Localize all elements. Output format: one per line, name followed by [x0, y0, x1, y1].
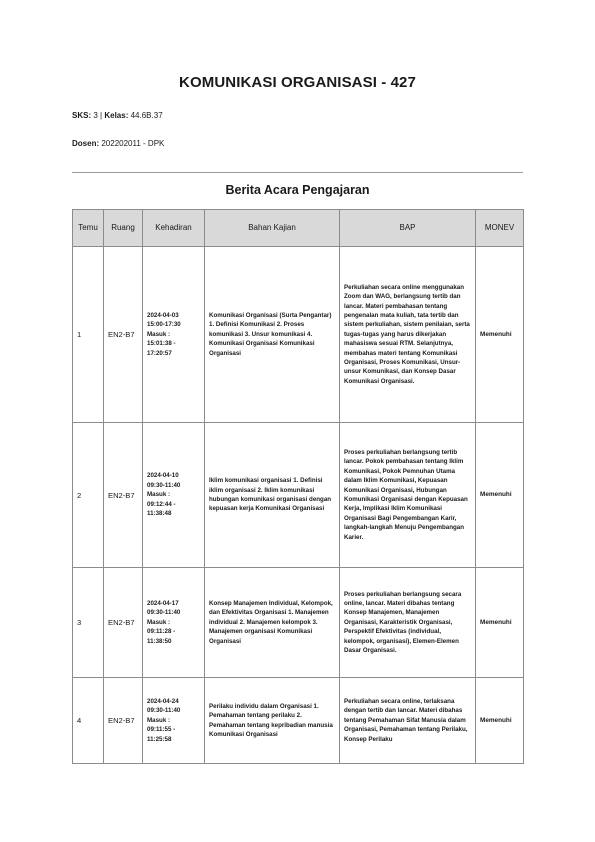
bap-table: [72, 209, 524, 764]
kehadiran-cell: [143, 423, 205, 568]
ruang-cell: EN2-B7: [104, 568, 143, 678]
kehadiran-masuk-label: Masuk :: [147, 330, 171, 338]
temu-cell: 3: [73, 568, 104, 678]
col-header-kehadiran: Kehadiran: [143, 210, 205, 247]
monev-cell: Memenuhi: [476, 678, 524, 764]
kehadiran-masuk-time: 15:01:38 - 17:20:57: [147, 340, 176, 357]
col-header-bap: BAP: [340, 210, 476, 247]
table-row: [73, 247, 524, 423]
temu-cell: 4: [73, 678, 104, 764]
kelas-value: 44.6B.37: [130, 111, 163, 120]
kehadiran-masuk-label: Masuk :: [147, 716, 171, 724]
dosen-label: Dosen:: [72, 139, 100, 148]
bap-cell: Proses perkuliahan berlangsung tertib lancar. Pokok pembahasan tentang Iklim Komunikasi, Pokok Pemnuhan Utama dalam Iklim Komunikasi, Kepuasan Komunikasi Organisasi, Hubungan Komunikasi Organisasi dengan Kepuasan Kerja, Implikasi Iklim Komunikasi Organisasi Bagi Pengembangan Karir, langkah-langkah Menuju Pengembangan Karier.: [340, 423, 476, 568]
table-row: [73, 423, 524, 568]
kehadiran-masuk-label: Masuk :: [147, 618, 171, 626]
course-meta: [72, 111, 163, 120]
bahan-kajian-cell: Perilaku individu dalam Organisasi 1. Pemahaman tentang perilaku 2. Pemahaman tentang kepribadian manusia Komunikasi Organisasi: [205, 678, 340, 764]
bahan-kajian-cell: Konsep Manajemen Individual, Kelompok, dan Efektivitas Organisasi 1. Manajemen individual 2. Manajemen kelompok 3. Manajemen organisasi Komunikasi Organisasi: [205, 568, 340, 678]
kehadiran-cell: [143, 247, 205, 423]
kehadiran-time: 09:30-11:40: [147, 707, 181, 715]
bap-cell: Perkuliahan secara online menggunakan Zoom dan WAG, berlangsung tertib dan lancar. Materi pembahasan tentang pengenalan mata kuliah, tata tertib dan sistem perkuliahan, sistem penilaian, serta tugas-tugas yang harus dikerjakan mahasiswa sesuai RTM. Selanjutnya, membahas materi tentang Komunikasi Organisasi, Proses Komunikasi, Unsur-unsur Komunikasi, dan Konsep Dasar Komunikasi Organisasi.: [340, 247, 476, 423]
monev-cell: Memenuhi: [476, 423, 524, 568]
kehadiran-masuk-time: 09:11:28 - 11:38:50: [147, 628, 176, 645]
kehadiran-cell: [143, 678, 205, 764]
monev-cell: Memenuhi: [476, 247, 524, 423]
col-header-ruang: Ruang: [104, 210, 143, 247]
col-header-bahan-kajian: Bahan Kajian: [205, 210, 340, 247]
ruang-cell: EN2-B7: [104, 247, 143, 423]
kehadiran-time: 15:00-17:30: [147, 321, 181, 329]
col-header-monev: MONEV: [476, 210, 524, 247]
temu-cell: 1: [73, 247, 104, 423]
course-title: KOMUNIKASI ORGANISASI - 427: [179, 74, 416, 91]
kehadiran-cell: [143, 568, 205, 678]
kehadiran-masuk-time: 09:12:44 - 11:38:48: [147, 500, 176, 518]
kehadiran-date: 2024-04-10: [147, 472, 179, 480]
dosen-value: 202202011 - DPK: [101, 139, 165, 148]
meta-separator: |: [100, 111, 103, 120]
sks-label: SKS:: [72, 111, 92, 120]
lecturer-meta: [72, 139, 164, 148]
table-row: [73, 678, 524, 764]
table-header-row: [73, 210, 524, 247]
bahan-kajian-cell: Komunikasi Organisasi (Surta Pengantar) 1. Definisi Komunikasi 2. Proses komunikasi 3. Unsur komunikasi 4. Komunikasi Organisasi Komunikasi Organisasi: [205, 247, 340, 423]
monev-cell: Memenuhi: [476, 568, 524, 678]
kehadiran-time: 09:30-11:40: [147, 481, 181, 489]
ruang-cell: EN2-B7: [104, 678, 143, 764]
kehadiran-date: 2024-04-24: [147, 697, 179, 705]
divider: [72, 172, 523, 173]
kehadiran-masuk-label: Masuk :: [147, 491, 171, 499]
bahan-kajian-cell: Iklim komunikasi organisasi 1. Definisi iklim organisasi 2. Iklim komunikasi hubungan komunikasi organisasi dengan kepuasan kerja Komunikasi Organisasi: [205, 423, 340, 568]
col-header-temu: Temu: [73, 210, 104, 247]
bap-cell: Perkuliahan secara online, terlaksana dengan tertib dan lancar. Materi dibahas tentang Pemahaman Sifat Manusia dalam Organisasi, Pemahaman tentang Perilaku, Konsep Perilaku: [340, 678, 476, 764]
bap-cell: Proses perkuliahan berlangsung secara online, lancar. Materi dibahas tentang Konsep Manajemen, Manajemen Organisasi, Karakteristik Organisasi, Perspektif Efektivitas (individual, kelompok, organisasi), Elemen-Elemen Dasar Organisasi.: [340, 568, 476, 678]
kehadiran-masuk-time: 09:11:55 - 11:25:58: [147, 726, 176, 743]
sks-value: 3: [93, 111, 98, 120]
table-row: [73, 568, 524, 678]
ruang-cell: EN2-B7: [104, 423, 143, 568]
kehadiran-time: 09:30-11:40: [147, 609, 181, 617]
kehadiran-date: 2024-04-03: [147, 311, 179, 319]
temu-cell: 2: [73, 423, 104, 568]
section-title: Berita Acara Pengajaran: [225, 183, 370, 197]
kelas-label: Kelas:: [104, 111, 129, 120]
kehadiran-date: 2024-04-17: [147, 599, 179, 607]
